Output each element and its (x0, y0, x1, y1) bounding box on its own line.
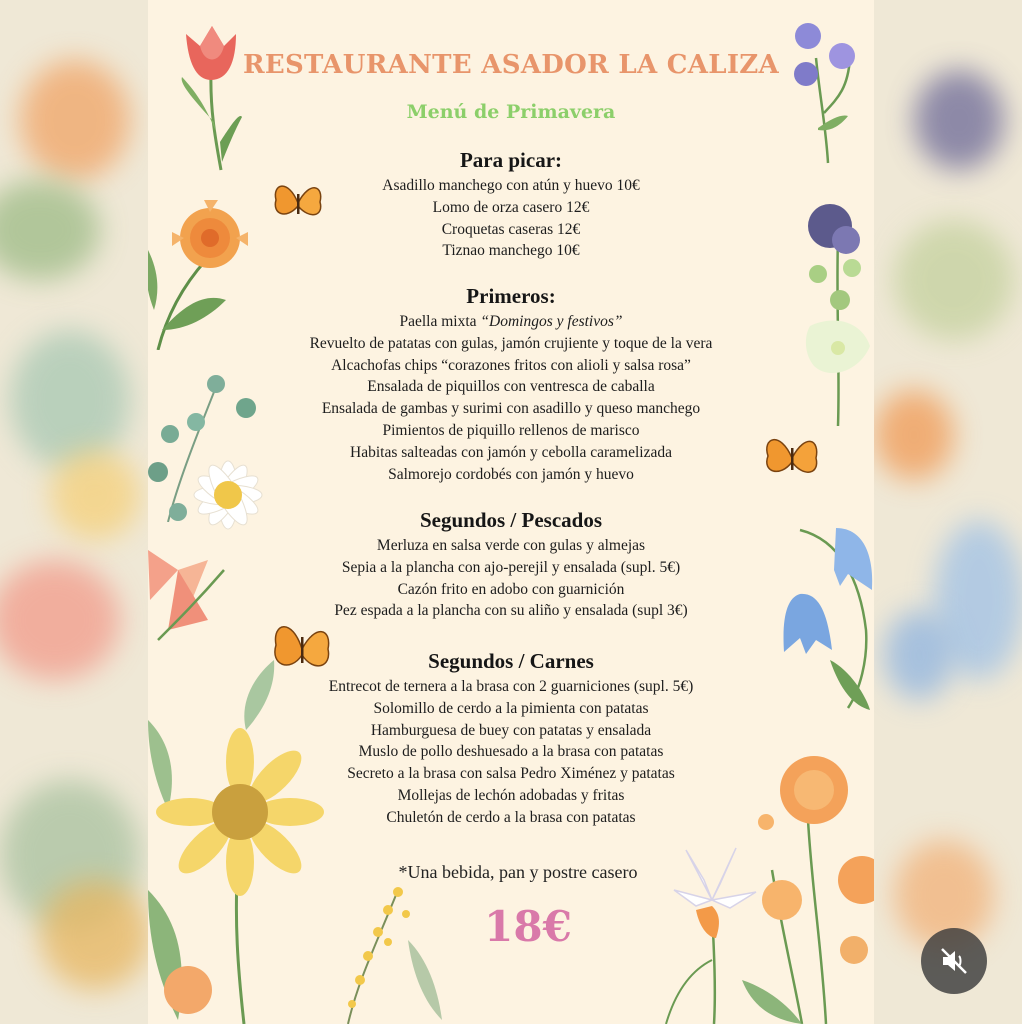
menu-item: Hamburguesa de buey con patatas y ensalada (370, 721, 652, 739)
speaker-muted-icon (939, 946, 969, 976)
menu-item: Sepia a la plancha con ajo-perejil y ensalada (supl. 5€) (341, 558, 681, 576)
section-heading: Segundos / Pescados (419, 508, 603, 532)
menu-item: Merluza en salsa verde con gulas y almejas (376, 537, 646, 554)
menu-item: Ensalada de piquillos con ventresca de caballa (367, 378, 655, 396)
menu-item: Pez espada a la plancha con su aliño y ensalada (supl 3€) (334, 602, 688, 620)
blurred-background-left (0, 0, 148, 1024)
menu-item: Chuletón de cerdo a la brasa con patatas (386, 808, 636, 826)
menu-item: Revuelto de patatas con gulas, jamón crujiente y toque de la vera (309, 334, 713, 352)
menu-item: Entrecot de ternera a la brasa con 2 guarniciones (supl. 5€) (328, 678, 694, 695)
menu-item: Cazón frito en adobo con guarnición (397, 580, 625, 598)
section-heading: Segundos / Carnes (428, 649, 594, 673)
section-heading: Para picar: (459, 148, 563, 172)
menu-item: Ensalada de gambas y surimi con asadillo y queso manchego (321, 400, 701, 418)
section-heading: Primeros: (466, 284, 556, 308)
menu-item: Alcachofas chips “corazones fritos con alioli y salsa rosa” (331, 356, 691, 374)
menu-item: Secreto a la brasa con salsa Pedro Ximénez y patatas (347, 765, 675, 783)
menu-title: Menú de Primavera (406, 101, 616, 123)
menu-item: Mollejas de lechón adobadas y fritas (397, 786, 625, 804)
menu-item: Solomillo de cerdo a la pimienta con patatas (373, 699, 649, 717)
menu-item: Tiznao manchego 10€ (442, 242, 580, 260)
restaurant-name: RESTAURANTE ASADOR LA CALIZA (242, 50, 780, 80)
menu-item-note: “Domingos y festivos” (480, 313, 623, 330)
menu-item: Asadillo manchego con atún y huevo 10€ (382, 177, 640, 194)
menu-includes-note: *Una bebida, pan y postre casero (398, 862, 638, 882)
section-segundos-carnes (148, 646, 874, 829)
menu-item: Pimientos de piquillo rellenos de marisco (382, 421, 640, 439)
menu-price: 18€ (484, 902, 572, 951)
section-primeros (148, 281, 874, 485)
menu-item: Paella mixta “Domingos y festivos” (399, 313, 623, 330)
blurred-background-right (874, 0, 1022, 1024)
menu-item: Croquetas caseras 12€ (441, 220, 581, 238)
menu-item: Salmorejo cordobés con jamón y huevo (388, 465, 634, 483)
menu-item: Habitas salteadas con jamón y cebolla caramelizada (350, 443, 672, 461)
section-para-picar (148, 145, 874, 262)
menu-card (148, 0, 874, 1024)
mute-button[interactable] (921, 928, 987, 994)
section-segundos-pescados (148, 505, 874, 622)
menu-item: Muslo de pollo deshuesado a la brasa con patatas (358, 743, 664, 761)
menu-item: Lomo de orza casero 12€ (432, 198, 590, 216)
